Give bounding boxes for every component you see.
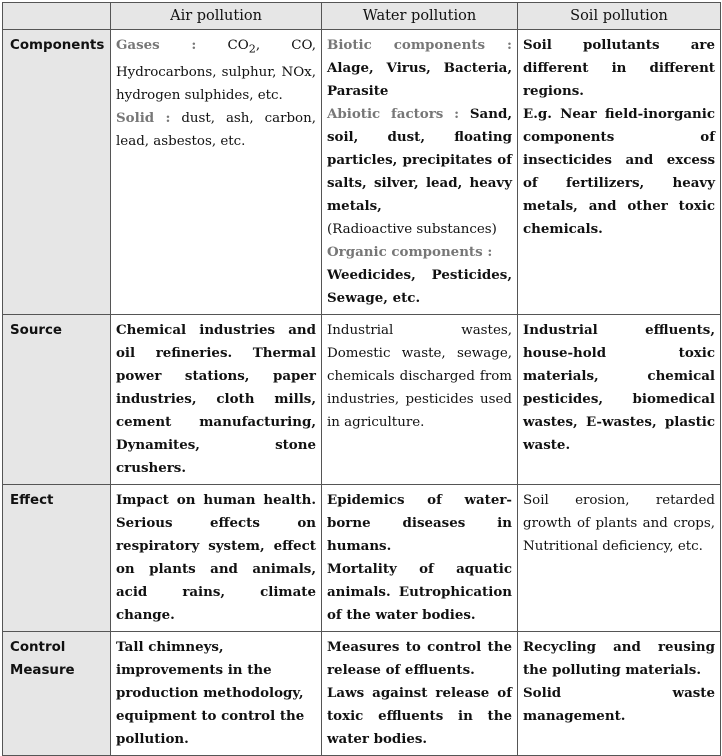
header-row xyxy=(3,3,721,30)
soil-components-line-2: E.g. Near field-inorganic components of insecticides and excess of fertilizers, heavy metals, and other toxic chemicals. xyxy=(523,106,715,237)
cell-effect-air: Impact on human health. Serious effects on respiratory system, effect on plants and animals, acid rains, climate change. xyxy=(111,485,322,632)
cell-components-water xyxy=(322,30,518,315)
table-row-control-measure xyxy=(3,632,721,756)
row-label-components: Components xyxy=(3,30,111,315)
organic-text: Weedicides, Pesticides, Sewage, etc. xyxy=(327,267,512,306)
water-control-line-1: Measures to control the release of effluents. xyxy=(327,639,512,678)
row-label-control: Control xyxy=(10,640,66,655)
corner-header xyxy=(3,3,111,30)
water-effect-line-1: Epidemics of water-borne diseases in humans. xyxy=(327,492,512,554)
soil-components-line-1: Soil pollutants are different in different regions. xyxy=(523,37,715,99)
water-control-line-2: Laws against release of toxic effluents in the water bodies. xyxy=(327,685,512,747)
cell-source-air: Chemical industries and oil refineries. Thermal power stations, paper industries, cloth mills, cement manufacturing, Dynamites, stone crushers. xyxy=(111,315,322,485)
gases-subscript: 2 xyxy=(248,42,256,56)
cell-components-air xyxy=(111,30,322,315)
cell-effect-water xyxy=(322,485,518,632)
gases-label: Gases : xyxy=(116,37,197,53)
water-effect-line-2: Mortality of aquatic animals. Eutrophication of the water bodies. xyxy=(327,561,512,623)
header-water-pollution: Water pollution xyxy=(322,3,518,30)
row-label-source: Source xyxy=(3,315,111,485)
soil-control-line-2: Solid waste management. xyxy=(523,685,715,724)
table-row-components xyxy=(3,30,721,315)
biotic-label: Biotic components : xyxy=(327,37,512,53)
abiotic-note: (Radioactive substances) xyxy=(327,222,497,237)
row-label-control-measure xyxy=(3,632,111,756)
solid-label: Solid : xyxy=(116,109,171,126)
cell-source-water: Industrial wastes, Domestic waste, sewage, chemicals discharged from industries, pesticides used in agriculture. xyxy=(322,315,518,485)
table-row-effect xyxy=(3,485,721,632)
row-label-effect: Effect xyxy=(3,485,111,632)
cell-control-air: Tall chimneys, improvements in the production methodology, equipment to control the pollution. xyxy=(111,632,322,756)
gases-text-pre: CO xyxy=(196,38,249,53)
cell-control-soil xyxy=(518,632,721,756)
header-soil-pollution: Soil pollution xyxy=(518,3,721,30)
header-air-pollution: Air pollution xyxy=(111,3,322,30)
organic-label: Organic components : xyxy=(327,244,493,260)
soil-control-line-1: Recycling and reusing the polluting materials. xyxy=(523,639,715,678)
cell-components-soil xyxy=(518,30,721,315)
abiotic-text: Sand, soil, dust, floating particles, precipitates of salts, silver, lead, heavy metals, xyxy=(327,106,512,214)
abiotic-label: Abiotic factors : xyxy=(327,106,460,122)
cell-control-water xyxy=(322,632,518,756)
solid-text: dust, ash, carbon, lead, asbestos, etc. xyxy=(116,110,316,149)
cell-effect-soil: Soil erosion, retarded growth of plants and crops, Nutritional deficiency, etc. xyxy=(518,485,721,632)
biotic-text: Alage, Virus, Bacteria, Parasite xyxy=(327,60,512,99)
table-row-source xyxy=(3,315,721,485)
gases-text-post: , CO, Hydrocarbons, sulphur, NOx, hydrogen sulphides, etc. xyxy=(116,38,316,103)
cell-source-soil: Industrial effluents, house-hold toxic materials, chemical pesticides, biomedical wastes, E-wastes, plastic waste. xyxy=(518,315,721,485)
row-label-measure: Measure xyxy=(10,663,75,678)
